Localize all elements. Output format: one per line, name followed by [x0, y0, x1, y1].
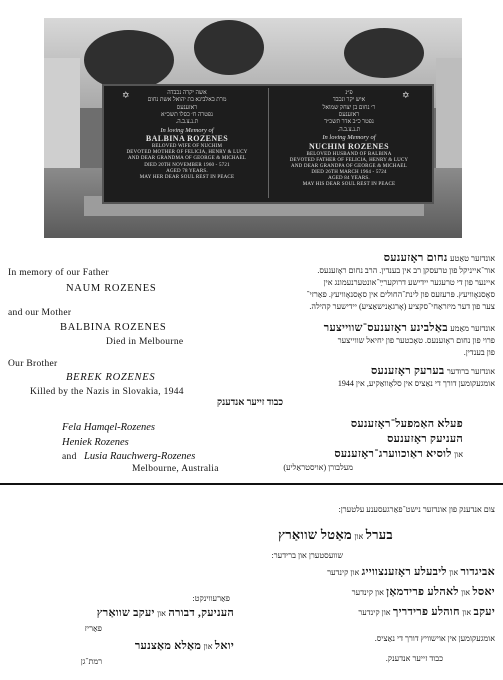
- plaque-line: BELOVED HUSBAND OF BALBINA: [306, 151, 392, 157]
- he-signer-place: מעלבורן (אויסטראַליע): [283, 463, 353, 472]
- tombstone: [102, 84, 434, 204]
- plaque-name: NUCHIM ROZENES: [308, 141, 390, 151]
- tombstone-photo: [44, 18, 462, 238]
- plaque-line: DEVOTED MOTHER OF FELICIA, HENRY & LUCY: [126, 150, 248, 156]
- plaque-hebrew-line: איש יקר ונכבד: [332, 97, 366, 104]
- mother-name: BALBINA ROZENES: [60, 322, 167, 333]
- star-of-david-icon: ✡: [122, 90, 130, 100]
- plaque-line: DIED 26TH MARCH 1964 - 5724: [311, 169, 387, 175]
- bottom-honor: כבוד זייער אנדענק.: [385, 654, 443, 663]
- plaque-in-loving: In loving Memory of: [160, 126, 214, 134]
- bottom-sibling-name: ליבעלע ראָזענצווייג: [361, 566, 447, 578]
- plaque-line: AND DEAR GRANDMA OF GEORGE & MICHAEL: [127, 156, 247, 162]
- brother-intro: Our Brother: [8, 359, 58, 369]
- plaque-line: BELOVED WIFE OF NUCHIM: [151, 144, 223, 150]
- bottom-left-name: יעקב שוואַרץ: [96, 607, 155, 619]
- plaque-hebrew-line: אשה יקרה נכבדה: [167, 90, 207, 96]
- he-signer-name: העניעק ראָזענעס: [387, 433, 463, 445]
- photo-tree: [194, 20, 264, 75]
- section-divider: [0, 483, 503, 485]
- signer-and: and: [62, 452, 77, 462]
- he-father-name: נחום ראָזענעס: [383, 252, 448, 264]
- tombstone-divider: [268, 88, 269, 198]
- bottom-sibling-name: אביגדור: [460, 566, 495, 578]
- he-brother-intro: אונדזער ברודער: [446, 367, 495, 376]
- bottom-parent1: בערל: [365, 527, 393, 542]
- plaque-hebrew-line: פ״נ: [345, 90, 353, 96]
- he-signer-and: און: [454, 450, 463, 459]
- photo-tree: [84, 30, 174, 90]
- he-mother-heading: [259, 322, 495, 334]
- bottom-sibling-row: [235, 566, 495, 578]
- bottom-sibling-kids: און קינדער: [327, 568, 360, 577]
- he-father-text-line: סאָסנאָוויעץ. פּרעזעס פון לינת־החולים אין סאָסנאָוויעץ. פאַרזי־: [306, 290, 495, 299]
- bottom-left-place: פאַריז: [84, 624, 102, 633]
- plaque-hebrew-line: ראזענעס: [176, 104, 198, 111]
- bottom-parents-and: און: [354, 532, 364, 541]
- mother-note: Died in Melbourne: [106, 337, 184, 347]
- bottom-sibling-kids: און קינדער: [351, 588, 384, 597]
- father-name: NAUM ROZENES: [66, 283, 157, 294]
- bottom-sibling-name: יעקב: [473, 606, 495, 618]
- he-father-text-line: אור־אייניקל פון טרעסקן רב אין בענדין. הרב נחום ראָזענעס.: [317, 266, 495, 275]
- brother-note: Killed by the Nazis in Slovakia, 1944: [30, 387, 184, 397]
- signer-name: Heniek Rozenes: [62, 437, 129, 448]
- he-brother-name: בערעק ראָזענעס: [370, 365, 445, 377]
- he-signer-last: [243, 448, 463, 460]
- he-father-text-line: איינער פון די טרעגער יידישע דרוקערײַ־אונטערנעמונג אין: [323, 278, 495, 287]
- bottom-sibling-name: יאסל: [472, 586, 495, 598]
- plaque-hebrew-line: ת.נ.צ.ב.ה.: [337, 126, 361, 133]
- bottom-sibling-name: לאהלע פרידמאַן: [386, 586, 459, 598]
- bottom-sibling-kids: און קינדער: [358, 608, 391, 617]
- plaque-hebrew-line: ר׳ נחום בן יצחק שמואל: [322, 104, 376, 111]
- he-brother-heading: [259, 365, 495, 377]
- bottom-left-and: און: [203, 642, 213, 651]
- mother-intro: and our Mother: [8, 308, 72, 318]
- father-intro: In memory of our Father: [8, 268, 109, 278]
- he-signer-name: לוסיא ראַוכווערג־ראָזענעס: [334, 448, 452, 460]
- plaque-line: MAY HIS DEAR SOUL REST IN PEACE: [302, 182, 396, 188]
- bottom-sibling-and: און: [461, 588, 471, 597]
- plaque-line: DIED 20TH NOVEMBER 1960 - 5721: [144, 162, 230, 168]
- brother-name: BEREK ROZENES: [66, 372, 156, 383]
- bottom-left-name: יואל: [214, 640, 234, 652]
- bottom-sibling-and: און: [449, 568, 459, 577]
- signer-name: Lusia Rauchwerg-Rozenes: [84, 451, 196, 462]
- he-father-text-line: צער פון דער מיזראַחי־סקציע (אָרגאַנישאַציע) יידישער קהילה.: [309, 302, 495, 311]
- plaque-line: AGED 84 YEARS.: [328, 175, 370, 181]
- he-father-intro: אונדזער טאַטע: [450, 254, 495, 263]
- photo-tree: [344, 28, 424, 78]
- signer-name: Fela Hamqel-Rozenes: [62, 422, 156, 433]
- plaque-hebrew-line: מרת באלבינא בת יהואל אשת נחום: [147, 97, 227, 104]
- plaque-hebrew-line: נפטרה ח׳ כסלו תשכ״א: [161, 111, 213, 118]
- plaque-hebrew-line: ראזענעס: [338, 111, 360, 118]
- bottom-perished: אומגעקומען אין אוישוויץ דורך די נאַציס.: [374, 634, 495, 643]
- signer-place: Melbourne, Australia: [132, 464, 219, 474]
- he-brother-text-line: אומגעקומען דורך די נאַציס אין סלאָוואַקיע, אין 1944: [337, 379, 495, 388]
- bottom-sibling-row: [235, 606, 495, 618]
- plaque-hebrew-line: ת.נ.צ.ב.ה.: [175, 119, 199, 126]
- he-father-heading: [259, 252, 495, 264]
- right-plaque: [274, 90, 424, 200]
- bottom-intro: צום אנדענק פון אונדזער נישט־פאַרגעסענע עלטערן:: [338, 505, 495, 514]
- plaque-hebrew-line: נפטר כ״ב אדר תשכ״ד: [324, 119, 374, 126]
- plaque-name: BALBINA ROZENES: [145, 134, 229, 144]
- he-mother-name: באַלבינע ראָזענעס־שווייצער: [323, 322, 448, 334]
- bottom-left-place: רמת־גן: [80, 657, 102, 666]
- bottom-parents: [193, 527, 393, 543]
- star-of-david-icon: ✡: [402, 90, 410, 100]
- bottom-sibling-name: חוהלע פרידריך: [392, 606, 460, 618]
- bottom-sibling-row: [235, 586, 495, 598]
- he-mother-intro: אונדזער מאַמע: [450, 324, 495, 333]
- he-honor: כבוד זייער אנדענק: [217, 398, 283, 408]
- left-plaque: [112, 90, 262, 200]
- bottom-siblings-intro: שוועסטערן און ברידער:: [271, 551, 343, 560]
- plaque-line: AND DEAR GRANDPA OF GEORGE & MICHAEL: [291, 163, 407, 169]
- plaque-in-loving: In loving Memory of: [322, 133, 376, 141]
- bottom-left-and: און: [157, 609, 166, 618]
- bottom-left-name: העניעק, דבורה: [168, 607, 234, 619]
- plaque-line: AGED 78 YEARS.: [166, 168, 208, 174]
- plaque-line: DEVOTED FATHER OF FELICIA, HENRY & LUCY: [289, 157, 409, 163]
- bottom-parent2: מאַטל שוואַרץ: [278, 527, 353, 542]
- bottom-left-intro: פאַרעווינקט:: [192, 594, 230, 603]
- bottom-sibling-and: און: [462, 608, 472, 617]
- he-mother-text-line: פון בענדין.: [463, 348, 495, 357]
- bottom-left-name: מאַלא מאַצנער: [134, 640, 202, 652]
- bottom-left-row: [22, 640, 234, 652]
- he-mother-text-line: פרוי פון נחום ראָזענעס. טאָכטער פון יחיאל שווייצער: [337, 336, 495, 345]
- bottom-left-row: [22, 607, 234, 619]
- plaque-line: MAY HER DEAR SOUL REST IN PEACE: [139, 174, 235, 180]
- he-signer-name: פעלא האַמפעל־ראָזענעס: [350, 418, 463, 430]
